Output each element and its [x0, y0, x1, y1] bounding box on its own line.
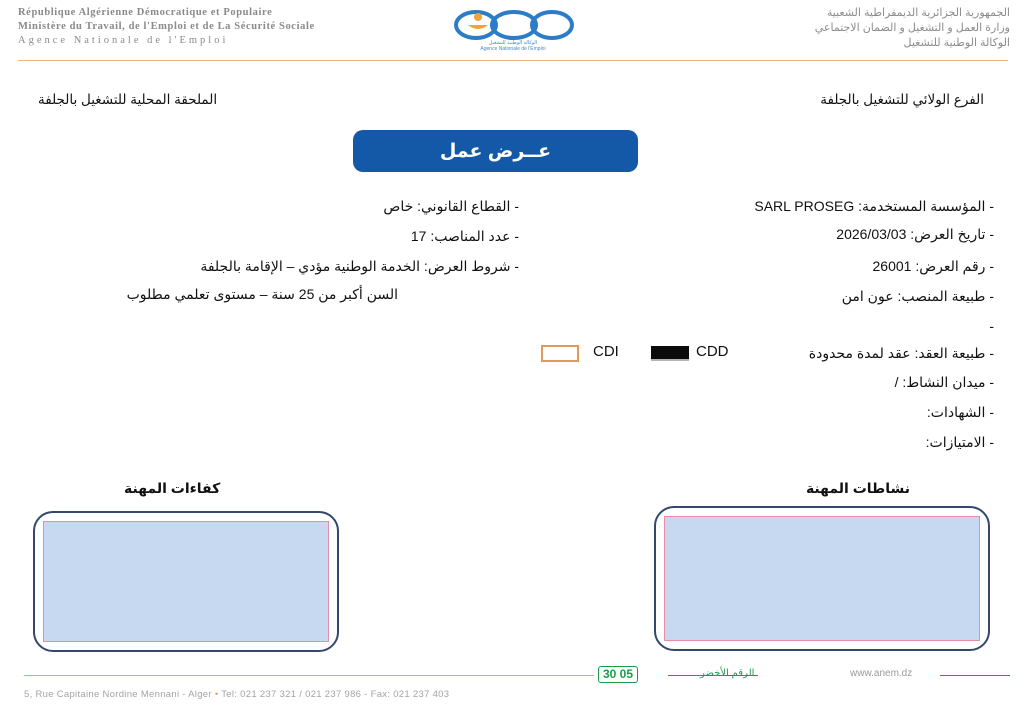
header-fr-line-2: Ministère du Travail, de l'Emploi et de La Sécurité Sociale	[18, 21, 315, 32]
field-conditions-cont: السن أكبر من 25 سنة – مستوى تعلمي مطلوب	[126, 286, 398, 302]
activities-title: نشاطات المهنة	[805, 480, 910, 496]
footer-fax: - Fax: 021 237 403	[364, 689, 450, 700]
green-number-badge	[598, 666, 638, 683]
header-ar-line-3: الوكالة الوطنية للتشغيل	[903, 37, 1010, 49]
footer-separator: •	[214, 689, 219, 700]
logo-caption-fr: Agence Nationale de l'Emploi	[480, 46, 546, 52]
logo-caption	[448, 40, 578, 52]
competencies-panel-fill	[43, 521, 329, 642]
field-legal-sector: - القطاع القانوني: خاص	[383, 198, 519, 214]
logo-caption-ar: الوكالة الوطنية للتشغيل	[488, 40, 538, 46]
competencies-panel	[33, 511, 339, 652]
field-privileges: - الامتيازات:	[925, 434, 994, 450]
footer-rule-left	[24, 675, 594, 676]
field-contract-nature: - طبيعة العقد: عقد لمدة محدودة	[808, 345, 994, 361]
activities-panel-fill	[664, 516, 980, 641]
offer-title: عــرض عمل	[439, 140, 552, 162]
offer-title-banner	[353, 130, 638, 172]
activities-panel	[654, 506, 990, 651]
cdi-label: CDI	[593, 343, 619, 360]
footer-rule-right	[940, 675, 1010, 676]
header-divider	[18, 60, 1008, 61]
competencies-title: كفاءات المهنة	[124, 480, 221, 496]
header-french	[18, 6, 418, 48]
website-link[interactable]: www.anem.dz	[850, 668, 913, 679]
field-activity: - ميدان النشاط: /	[894, 374, 994, 390]
field-conditions: - شروط العرض: الخدمة الوطنية مؤدي – الإقامة بالجلفة	[200, 258, 519, 274]
field-blank: -	[989, 318, 994, 334]
footer-address: 5, Rue Capitaine Nordine Mennani - Alger	[24, 689, 212, 700]
header-fr-line-3: Agence Nationale de l'Emploi	[18, 35, 229, 46]
green-number: 30 05	[603, 667, 634, 681]
branch-wilaya: الفرع الولائي للتشغيل بالجلفة	[820, 92, 984, 107]
header-arabic	[590, 6, 1010, 51]
cdi-checkbox[interactable]	[541, 345, 579, 362]
branch-local: الملحقة المحلية للتشغيل بالجلفة	[38, 92, 218, 107]
header-ar-line-1: الجمهورية الجزائرية الديمقراطية الشعبية	[826, 7, 1010, 19]
footer-tel: Tel: 021 237 321 / 021 237 986	[221, 689, 362, 700]
field-positions-count: - عدد المناصب: 17	[410, 228, 519, 244]
field-position-nature: - طبيعة المنصب: عون امن	[841, 288, 994, 304]
field-offer-date: - تاريخ العرض: 2026/03/03	[836, 226, 994, 242]
footer-address-fr	[24, 689, 449, 700]
header-ar-line-2: وزارة العمل و التشغيل و الضمان الاجتماعي	[814, 22, 1010, 34]
field-certificates: - الشهادات:	[926, 404, 994, 420]
cdd-checkbox[interactable]	[651, 346, 689, 361]
header-fr-line-1: République Algérienne Démocratique et Populaire	[18, 7, 273, 18]
cdd-label: CDD	[696, 343, 729, 360]
field-employer: - المؤسسة المستخدمة: SARL PROSEG	[754, 198, 994, 214]
field-offer-number: - رقم العرض: 26001	[872, 258, 994, 274]
green-number-label: الرقم الأخضر	[700, 668, 755, 679]
